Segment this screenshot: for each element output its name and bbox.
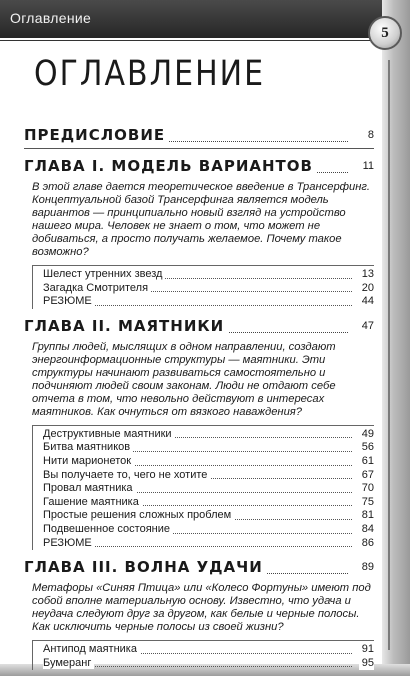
chapter-title: ГЛАВА II. МАЯТНИКИ xyxy=(24,317,228,335)
chapter-items xyxy=(32,265,374,309)
running-header xyxy=(0,0,382,38)
item-label: РЕЗЮМЕ xyxy=(43,295,95,307)
item-label: Бумеранг xyxy=(43,657,94,669)
chapter-items xyxy=(32,425,374,550)
item-label: Провал маятника xyxy=(43,482,136,494)
item-label: Антипод маятника xyxy=(43,643,140,655)
toc xyxy=(24,118,374,674)
chapter-description: В этой главе дается теоретическое введение в Трансерфинг. Концептуальной базой Трансерфинга является модель вариантов — принципиально новый взгляд на устройство нашего мира. Человек не знает о том, что может не добиваться, а просто получать желаемое. Почему такое возможно? xyxy=(32,181,371,258)
item-label: РЕЗЮМЕ xyxy=(43,537,95,549)
running-header-title: Оглавление xyxy=(10,10,92,26)
toc-preface[interactable] xyxy=(24,126,374,146)
item-page: 84 xyxy=(359,523,374,537)
toc-chapter-2[interactable] xyxy=(24,317,374,337)
chapter-page: 11 xyxy=(360,160,374,172)
item-page: 56 xyxy=(359,441,374,455)
item-label: Деструктивные маятники xyxy=(43,428,175,440)
toc-item[interactable] xyxy=(43,482,374,496)
page-edge-right xyxy=(382,0,410,676)
chapter-description: Метафоры «Синяя Птица» или «Колесо Фортуны» имеют под собой вполне материальную основу. Известно, что удача и неудача следуют друг за другом, как белые и черные полосы. Как исключить черные полосы из своей жизни? xyxy=(32,582,371,634)
item-page: 81 xyxy=(359,509,374,523)
item-page: 95 xyxy=(359,657,374,671)
preface-page: 8 xyxy=(365,129,374,141)
toc-chapter-1[interactable] xyxy=(24,157,374,177)
item-page: 44 xyxy=(359,295,374,309)
item-label: Подвешенное состояние xyxy=(43,523,173,535)
item-page: 13 xyxy=(359,268,374,282)
chapter-items xyxy=(32,640,374,670)
chapter-page: 89 xyxy=(359,561,374,573)
page-number-badge: 5 xyxy=(368,16,402,50)
chapter-title: ГЛАВА I. МОДЕЛЬ ВАРИАНТОВ xyxy=(24,157,317,175)
item-label: Шелест утренних звезд xyxy=(43,268,165,280)
toc-item[interactable] xyxy=(43,496,374,510)
toc-item[interactable] xyxy=(43,441,374,455)
page-title: ОГЛАВЛЕНИЕ xyxy=(34,54,266,95)
toc-item[interactable] xyxy=(43,509,374,523)
item-page: 91 xyxy=(359,643,374,657)
item-label: Битва маятников xyxy=(43,441,133,453)
header-rule xyxy=(0,40,370,41)
item-label: Нити марионеток xyxy=(43,455,134,467)
toc-item[interactable] xyxy=(43,295,374,309)
chapter-description: Группы людей, мыслящих в одном направлении, создают энергоинформационные структуры — маятники. Эти структуры начинают развиваться самостоятельно и подчиняют людей своим законам. Люди не отдают себе отчета в том, что невольно действуют в интересах маятников. Как очнуться от вязкого наваждения? xyxy=(32,340,336,418)
item-page: 75 xyxy=(359,496,374,510)
item-label: Простые решения сложных проблем xyxy=(43,509,234,521)
item-page: 61 xyxy=(359,455,374,469)
preface-label: ПРЕДИСЛОВИЕ xyxy=(24,126,169,144)
item-label: Загадка Смотрителя xyxy=(43,282,151,294)
toc-item[interactable] xyxy=(43,523,374,537)
chapter-page: 47 xyxy=(359,320,374,332)
item-page: 20 xyxy=(359,282,374,296)
toc-item[interactable] xyxy=(43,643,374,657)
item-page: 86 xyxy=(359,537,374,551)
toc-item[interactable] xyxy=(43,469,374,483)
toc-item[interactable] xyxy=(43,455,374,469)
item-label: Гашение маятника xyxy=(43,496,142,508)
item-page: 67 xyxy=(359,469,374,483)
toc-item[interactable] xyxy=(43,428,374,442)
chapter-title: ГЛАВА III. ВОЛНА УДАЧИ xyxy=(24,558,267,576)
toc-chapter-3[interactable] xyxy=(24,558,374,578)
toc-item[interactable] xyxy=(43,282,374,296)
divider xyxy=(24,148,374,149)
item-page: 70 xyxy=(359,482,374,496)
toc-item[interactable] xyxy=(43,268,374,282)
toc-item[interactable] xyxy=(43,537,374,551)
item-label: Вы получаете то, чего не хотите xyxy=(43,469,210,481)
toc-item[interactable] xyxy=(43,657,374,671)
item-page: 49 xyxy=(359,428,374,442)
